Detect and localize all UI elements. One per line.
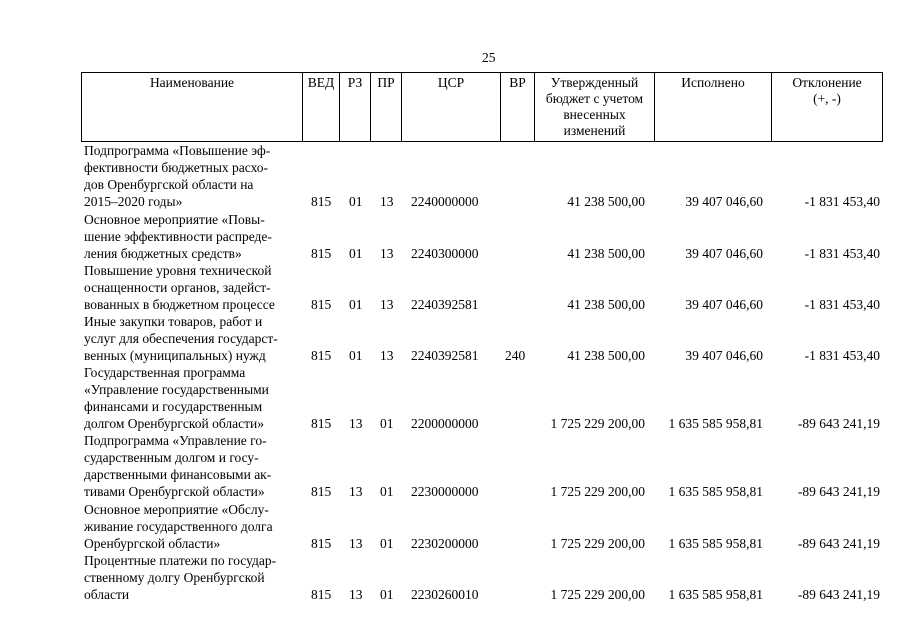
row-rz: 13 <box>349 416 363 431</box>
row-ved: 815 <box>311 246 332 261</box>
row-rz: 13 <box>349 484 363 499</box>
row-pr: 13 <box>380 194 394 209</box>
table-row <box>81 262 883 313</box>
row-deviation: -89 643 241,19 <box>797 587 880 602</box>
row-budget: 1 725 229 200,00 <box>550 536 645 551</box>
row-csr: 2230000000 <box>411 484 479 499</box>
row-deviation: -1 831 453,40 <box>804 297 880 312</box>
row-budget: 1 725 229 200,00 <box>550 587 645 602</box>
row-rz: 13 <box>349 536 363 551</box>
row-name: Государственная программа «Управление государственными финансами и государственным долгом Оренбургской области» <box>84 365 269 431</box>
row-budget: 41 238 500,00 <box>567 297 645 312</box>
row-deviation: -1 831 453,40 <box>804 194 880 209</box>
header-executed: Исполнено <box>654 73 771 141</box>
row-pr: 01 <box>380 536 394 551</box>
row-executed: 39 407 046,60 <box>685 194 763 209</box>
header-csr: ЦСР <box>401 73 500 141</box>
row-deviation: -1 831 453,40 <box>804 246 880 261</box>
row-pr: 01 <box>380 587 394 602</box>
header-name: Наименование <box>81 73 302 141</box>
table-row <box>81 364 883 432</box>
table-row <box>81 211 883 262</box>
row-csr: 2240300000 <box>411 246 479 261</box>
table-header <box>81 72 883 142</box>
row-vr: 240 <box>505 348 526 363</box>
row-ved: 815 <box>311 194 332 209</box>
row-ved: 815 <box>311 416 332 431</box>
row-name: Повышение уровня технической оснащенности органов, задейст- вованных в бюджетном процессе <box>84 263 275 312</box>
row-executed: 39 407 046,60 <box>685 246 763 261</box>
row-deviation: -89 643 241,19 <box>797 536 880 551</box>
row-ved: 815 <box>311 536 332 551</box>
row-budget: 1 725 229 200,00 <box>550 484 645 499</box>
row-deviation: -89 643 241,19 <box>797 416 880 431</box>
row-executed: 1 635 585 958,81 <box>668 536 763 551</box>
row-deviation: -89 643 241,19 <box>797 484 880 499</box>
header-ved: ВЕД <box>302 73 339 141</box>
row-pr: 13 <box>380 246 394 261</box>
table-row <box>81 432 883 500</box>
row-ved: 815 <box>311 587 332 602</box>
row-executed: 39 407 046,60 <box>685 297 763 312</box>
row-budget: 41 238 500,00 <box>567 246 645 261</box>
row-name: Основное мероприятие «Обслу- живание государственного долга Оренбургской области» <box>84 502 273 551</box>
row-csr: 2200000000 <box>411 416 479 431</box>
row-csr: 2230260010 <box>411 587 479 602</box>
row-csr: 2240392581 <box>411 348 479 363</box>
table-row <box>81 501 883 552</box>
row-pr: 13 <box>380 348 394 363</box>
table-row <box>81 313 883 364</box>
row-budget: 41 238 500,00 <box>567 348 645 363</box>
row-deviation: -1 831 453,40 <box>804 348 880 363</box>
header-deviation: Отклонение (+, -) <box>771 73 883 141</box>
row-pr: 01 <box>380 416 394 431</box>
header-budget: Утвержденный бюджет с учетом внесенных изменений <box>534 73 654 141</box>
row-rz: 01 <box>349 246 363 261</box>
row-name: Подпрограмма «Управление го- сударственным долгом и госу- дарственными финансовыми ак- тивами Оренбургской области» <box>84 433 272 499</box>
row-name: Процентные платежи по государ- ственному долгу Оренбургской области <box>84 553 277 602</box>
row-pr: 01 <box>380 484 394 499</box>
row-rz: 01 <box>349 297 363 312</box>
row-csr: 2240392581 <box>411 297 479 312</box>
row-budget: 1 725 229 200,00 <box>550 416 645 431</box>
page-number: 25 <box>482 50 496 65</box>
row-name: Иные закупки товаров, работ и услуг для обеспечения государст- венных (муниципальных) нужд <box>84 314 278 363</box>
row-csr: 2230200000 <box>411 536 479 551</box>
table-row <box>81 142 883 210</box>
row-executed: 1 635 585 958,81 <box>668 484 763 499</box>
row-executed: 39 407 046,60 <box>685 348 763 363</box>
table-row <box>81 552 883 603</box>
header-rz: РЗ <box>339 73 370 141</box>
row-pr: 13 <box>380 297 394 312</box>
row-rz: 01 <box>349 194 363 209</box>
row-csr: 2240000000 <box>411 194 479 209</box>
row-ved: 815 <box>311 348 332 363</box>
row-name: Основное мероприятие «Повы- шение эффективности распреде- ления бюджетных средств» <box>84 212 272 261</box>
row-rz: 01 <box>349 348 363 363</box>
row-budget: 41 238 500,00 <box>567 194 645 209</box>
header-vr: ВР <box>500 73 534 141</box>
row-ved: 815 <box>311 297 332 312</box>
header-pr: ПР <box>370 73 401 141</box>
row-name: Подпрограмма «Повышение эф- фективности бюджетных расхо- дов Оренбургской области на 2015–2020 годы» <box>84 143 271 209</box>
row-executed: 1 635 585 958,81 <box>668 416 763 431</box>
row-rz: 13 <box>349 587 363 602</box>
row-executed: 1 635 585 958,81 <box>668 587 763 602</box>
row-ved: 815 <box>311 484 332 499</box>
